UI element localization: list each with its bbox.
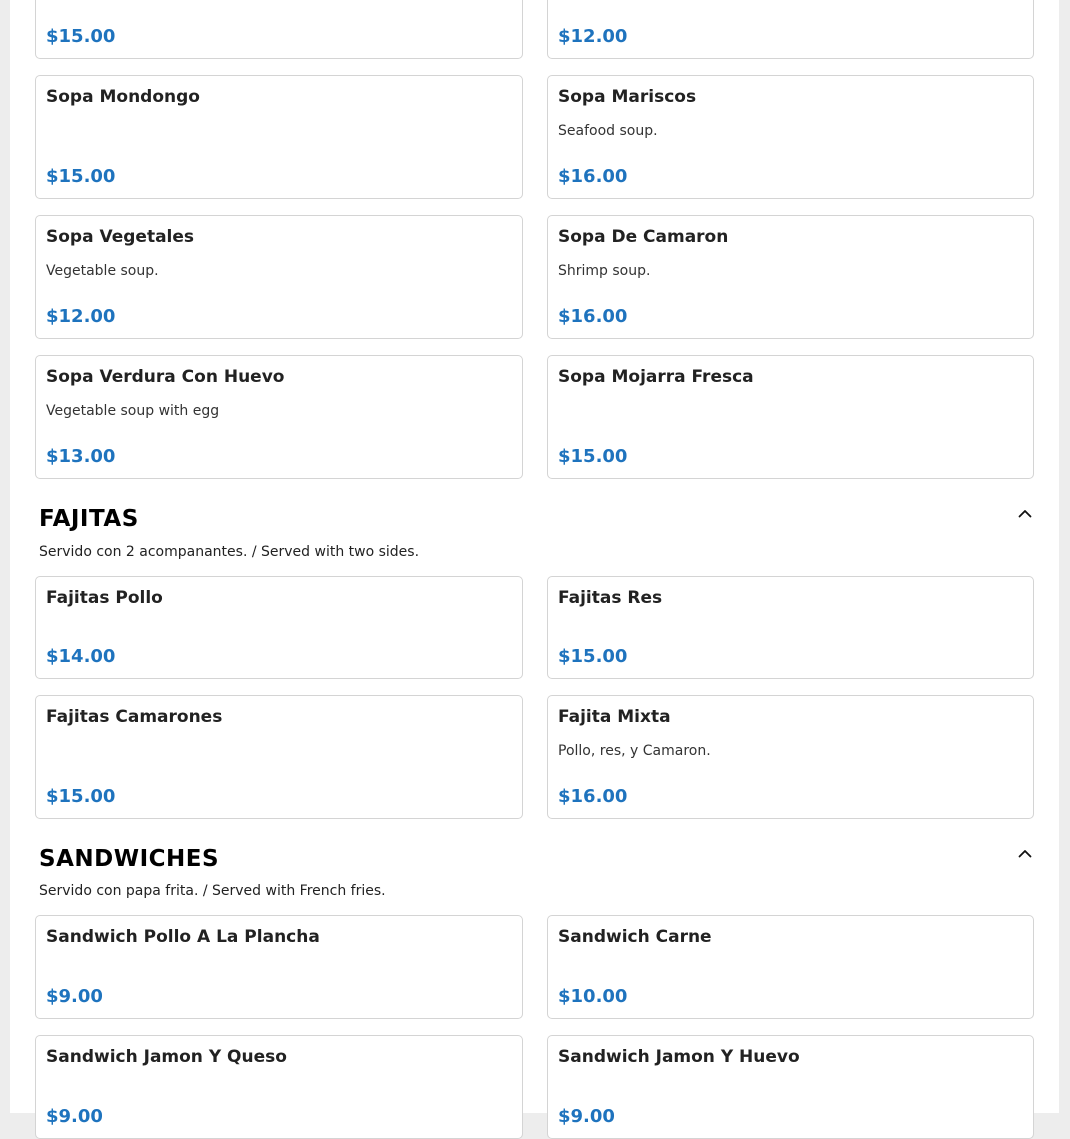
menu-item-card[interactable] bbox=[35, 576, 523, 679]
item-price: $16.00 bbox=[558, 166, 628, 187]
menu-item-card[interactable] bbox=[35, 0, 523, 59]
item-description: Shrimp soup. bbox=[558, 263, 651, 279]
item-price: $14.00 bbox=[46, 646, 116, 667]
menu-item-card[interactable] bbox=[547, 0, 1034, 59]
item-price: $15.00 bbox=[46, 166, 116, 187]
item-name: Sandwich Carne bbox=[558, 927, 712, 947]
item-name: Sandwich Pollo A La Plancha bbox=[46, 927, 320, 947]
item-price: $15.00 bbox=[558, 446, 628, 467]
chevron-up-icon bbox=[1018, 849, 1032, 858]
item-name: Sandwich Jamon Y Queso bbox=[46, 1047, 287, 1067]
item-price: $9.00 bbox=[46, 1106, 103, 1127]
category-title: FAJITAS bbox=[39, 506, 139, 532]
category-subtitle: Servido con papa frita. / Served with French fries. bbox=[39, 883, 386, 899]
item-price: $9.00 bbox=[558, 1106, 615, 1127]
item-name: Sandwich Jamon Y Huevo bbox=[558, 1047, 800, 1067]
item-price: $15.00 bbox=[46, 26, 116, 47]
item-price: $15.00 bbox=[558, 646, 628, 667]
menu-item-card[interactable] bbox=[547, 576, 1034, 679]
item-price: $15.00 bbox=[46, 786, 116, 807]
item-name: Fajitas Camarones bbox=[46, 707, 223, 727]
menu-item-card[interactable] bbox=[547, 1035, 1034, 1139]
menu-item-card[interactable] bbox=[547, 355, 1034, 479]
item-description: Seafood soup. bbox=[558, 123, 658, 139]
item-name: Sopa Verdura Con Huevo bbox=[46, 367, 285, 387]
menu-item-card[interactable] bbox=[35, 1035, 523, 1139]
menu-item-card[interactable] bbox=[547, 915, 1034, 1019]
item-description: Pollo, res, y Camaron. bbox=[558, 743, 711, 759]
item-name: Sopa Vegetales bbox=[46, 227, 195, 247]
chevron-up-icon bbox=[1018, 509, 1032, 518]
item-price: $16.00 bbox=[558, 786, 628, 807]
menu-item-card[interactable] bbox=[547, 75, 1034, 199]
item-description: Vegetable soup with egg bbox=[46, 403, 220, 419]
menu-item-card[interactable] bbox=[35, 695, 523, 819]
item-name: Sopa Mojarra Fresca bbox=[558, 367, 754, 387]
collapse-category-button[interactable] bbox=[1015, 843, 1035, 863]
item-price: $12.00 bbox=[46, 306, 116, 327]
menu-item-card[interactable] bbox=[547, 695, 1034, 819]
item-name: Sopa Mariscos bbox=[558, 87, 697, 107]
item-price: $10.00 bbox=[558, 986, 628, 1007]
item-price: $16.00 bbox=[558, 306, 628, 327]
item-price: $13.00 bbox=[46, 446, 116, 467]
category-subtitle: Servido con 2 acompanantes. / Served with two sides. bbox=[39, 544, 420, 560]
item-name: Fajitas Res bbox=[558, 588, 663, 608]
item-name: Sopa Mondongo bbox=[46, 87, 200, 107]
menu-item-card[interactable] bbox=[35, 355, 523, 479]
item-name: Sopa De Camaron bbox=[558, 227, 729, 247]
collapse-category-button[interactable] bbox=[1015, 503, 1035, 523]
item-name: Fajitas Pollo bbox=[46, 588, 163, 608]
menu-item-card[interactable] bbox=[35, 75, 523, 199]
item-price: $9.00 bbox=[46, 986, 103, 1007]
item-description: Vegetable soup. bbox=[46, 263, 159, 279]
menu-page bbox=[10, 0, 1059, 1127]
category-title: SANDWICHES bbox=[39, 846, 220, 872]
menu-item-card[interactable] bbox=[35, 215, 523, 339]
menu-item-card[interactable] bbox=[35, 915, 523, 1019]
menu-item-card[interactable] bbox=[547, 215, 1034, 339]
item-price: $12.00 bbox=[558, 26, 628, 47]
item-name: Fajita Mixta bbox=[558, 707, 671, 727]
